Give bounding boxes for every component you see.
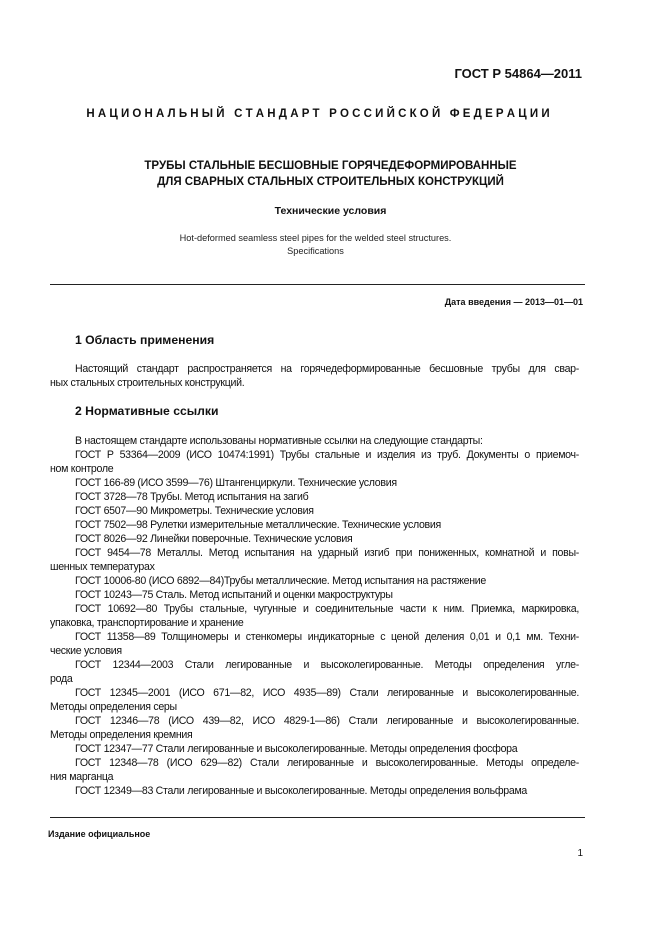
english-title-line-2: Specifications xyxy=(287,245,344,256)
reference-line: ческие условия xyxy=(50,645,122,657)
normative-references-list xyxy=(50,434,579,798)
reference-line: ГОСТ Р 53364—2009 (ИСО 10474:1991) Трубы стальные и изделия из труб. Документы о приемоч- xyxy=(75,449,579,461)
document-subtitle: Технические условия xyxy=(274,205,387,217)
reference-line: ГОСТ 12344—2003 Стали легированные и высоколегированные. Методы определения угле- xyxy=(75,659,579,671)
english-title-line-1: Hot-deformed seamless steel pipes for the welded steel structures. xyxy=(179,233,452,243)
reference-line: ГОСТ 12349—83 Стали легированные и высоколегированные. Методы определения вольфрама xyxy=(75,785,528,797)
official-edition-note: Издание официальное xyxy=(48,829,151,839)
reference-line: Методы определения кремния xyxy=(50,729,193,741)
document-title xyxy=(0,158,661,190)
reference-line: В настоящем стандарте использованы нормативные ссылки на следующие стандарты: xyxy=(75,435,483,447)
reference-line: ГОСТ 10006-80 (ИСО 6892—84)Трубы металлические. Метод испытания на растяжение xyxy=(75,575,487,587)
reference-line: упаковка, транспортирование и хранение xyxy=(50,617,244,629)
reference-line: ГОСТ 10692—80 Трубы стальные, чугунные и соединительные части к ним. Приемка, маркировка, xyxy=(75,603,579,615)
header-divider xyxy=(50,284,585,285)
footer-divider xyxy=(50,817,585,818)
reference-line: ГОСТ 166-89 (ИСО 3599—76) Штангенциркули. Технические условия xyxy=(75,477,397,489)
reference-line: ГОСТ 12347—77 Стали легированные и высоколегированные. Методы определения фосфора xyxy=(75,743,518,755)
reference-line: ния марганца xyxy=(50,771,114,783)
reference-line: ГОСТ 12345—2001 (ИСО 671—82, ИСО 4935—89) Стали легированные и высоколегированные. xyxy=(75,687,579,699)
title-line-1: ТРУБЫ СТАЛЬНЫЕ БЕСШОВНЫЕ ГОРЯЧЕДЕФОРМИРОВАННЫЕ xyxy=(144,160,517,172)
reference-line: рода xyxy=(50,673,73,685)
reference-line: ГОСТ 10243—75 Сталь. Метод испытаний и оценки макроструктуры xyxy=(75,589,393,601)
reference-line: ГОСТ 7502—98 Рулетки измерительные металлические. Технические условия xyxy=(75,519,441,531)
reference-line: ГОСТ 3728—78 Трубы. Метод испытания на загиб xyxy=(75,491,309,503)
section-1-heading: 1 Область применения xyxy=(75,333,215,347)
title-line-2: ДЛЯ СВАРНЫХ СТАЛЬНЫХ СТРОИТЕЛЬНЫХ КОНСТРУКЦИЙ xyxy=(157,176,504,188)
section-1-text xyxy=(50,362,579,390)
reference-line: ГОСТ 11358—89 Толщиномеры и стенкомеры индикаторные с ценой деления 0,01 и 0,1 мм. Техни- xyxy=(75,631,579,643)
reference-line: ГОСТ 9454—78 Металлы. Метод испытания на ударный изгиб при пониженных, комнатной и повы- xyxy=(75,547,579,559)
reference-line: шенных температурах xyxy=(50,561,155,573)
reference-line: ГОСТ 12348—78 (ИСО 629—82) Стали легированные и высоколегированные. Методы определе- xyxy=(75,757,579,769)
document-code: ГОСТ Р 54864—2011 xyxy=(454,66,582,81)
reference-line: ГОСТ 6507—90 Микрометры. Технические условия xyxy=(75,505,314,517)
page-number: 1 xyxy=(577,848,583,859)
section-1-line-2: ных стальных строительных конструкций. xyxy=(50,377,245,389)
reference-line: ГОСТ 8026—92 Линейки поверочные. Технические условия xyxy=(75,533,353,545)
section-1-line-1: Настоящий стандарт распространяется на горячедеформированные бесшовные трубы для свар- xyxy=(75,363,579,375)
section-2-heading: 2 Нормативные ссылки xyxy=(75,404,219,418)
reference-line: Методы определения серы xyxy=(50,701,177,713)
national-standard-banner: Н А Ц И О Н А Л Ь Н Ы Й С Т А Н Д А Р Т Р О С С И Й С К О Й Ф Е Д Е Р А Ц И И xyxy=(86,108,550,120)
english-title xyxy=(0,232,631,257)
reference-line: ном контроле xyxy=(50,463,114,475)
reference-line: ГОСТ 12346—78 (ИСО 439—82, ИСО 4829-1—86) Стали легированные и высоколегированные. xyxy=(75,715,579,727)
effective-date: Дата введения — 2013—01—01 xyxy=(444,297,583,307)
